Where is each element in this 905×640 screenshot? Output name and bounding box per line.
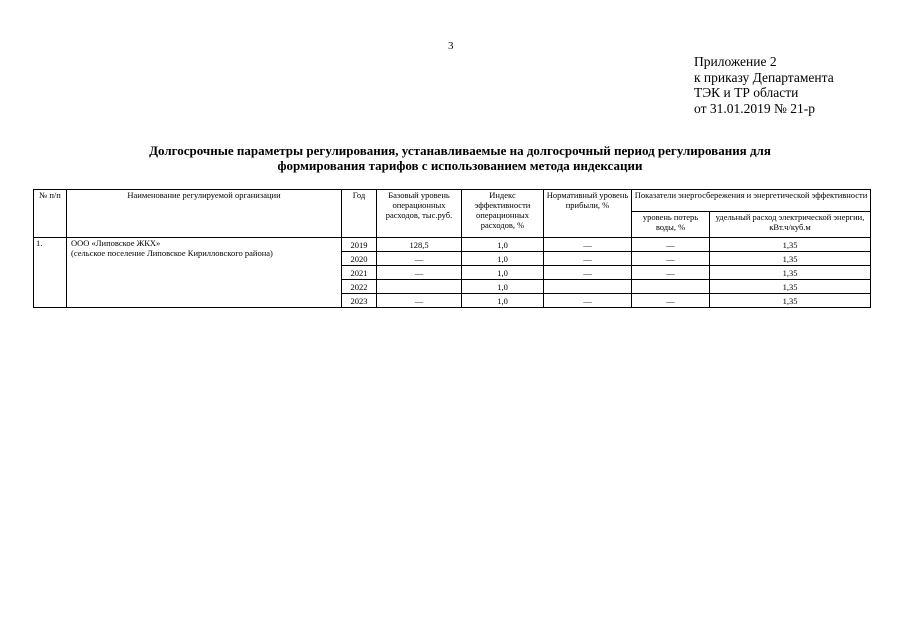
- base-level-cell: 128,5: [377, 238, 462, 252]
- efficiency-index-cell: 1,0: [462, 280, 544, 294]
- title-line: Долгосрочные параметры регулирования, устанавливаемые на долгосрочный период регулирования для: [149, 143, 771, 158]
- water-losses-cell: —: [632, 252, 710, 266]
- base-level-cell: [377, 280, 462, 294]
- page-number: 3: [448, 40, 454, 52]
- row-number: 1.: [34, 238, 67, 308]
- year-cell: 2023: [342, 294, 377, 308]
- efficiency-index-cell: 1,0: [462, 252, 544, 266]
- parameters-table: [33, 189, 871, 308]
- header-efficiency-index: Индекс эффективности операционных расходов, %: [462, 190, 544, 238]
- appendix-line: от 31.01.2019 № 21-р: [694, 100, 815, 116]
- efficiency-index-cell: 1,0: [462, 238, 544, 252]
- header-num: № п/п: [34, 190, 67, 238]
- appendix-line: Приложение 2: [694, 54, 777, 69]
- base-level-cell: —: [377, 266, 462, 280]
- header-year: Год: [342, 190, 377, 238]
- water-losses-cell: —: [632, 238, 710, 252]
- header-profit-level: Нормативный уровень прибыли, %: [544, 190, 632, 238]
- electricity-consumption-cell: 1,35: [710, 252, 871, 266]
- efficiency-index-cell: 1,0: [462, 294, 544, 308]
- electricity-consumption-cell: 1,35: [710, 266, 871, 280]
- table-row: [34, 238, 871, 252]
- header-electricity-consumption: удельный расход электрической энергии, кВт.ч/куб.м: [710, 212, 871, 238]
- profit-level-cell: —: [544, 294, 632, 308]
- electricity-consumption-cell: 1,35: [710, 280, 871, 294]
- appendix-block: [694, 54, 834, 116]
- year-cell: 2019: [342, 238, 377, 252]
- profit-level-cell: —: [544, 252, 632, 266]
- water-losses-cell: —: [632, 294, 710, 308]
- header-organization: Наименование регулируемой организации: [67, 190, 342, 238]
- organization-district: (сельское поселение Липовское Кирилловского района): [71, 248, 273, 258]
- base-level-cell: —: [377, 294, 462, 308]
- header-energy-group: Показатели энергосбережения и энергетической эффективности: [632, 190, 871, 212]
- document-title: [60, 143, 860, 173]
- appendix-line: к приказу Департамента: [694, 69, 834, 85]
- base-level-cell: —: [377, 252, 462, 266]
- organization-name: ООО «Липовское ЖКХ»: [71, 238, 161, 248]
- efficiency-index-cell: 1,0: [462, 266, 544, 280]
- year-cell: 2020: [342, 252, 377, 266]
- profit-level-cell: [544, 280, 632, 294]
- electricity-consumption-cell: 1,35: [710, 294, 871, 308]
- water-losses-cell: —: [632, 266, 710, 280]
- year-cell: 2021: [342, 266, 377, 280]
- profit-level-cell: —: [544, 238, 632, 252]
- header-base-level: Базовый уровень операционных расходов, тыс.руб.: [377, 190, 462, 238]
- profit-level-cell: —: [544, 266, 632, 280]
- header-water-losses: уровень потерь воды, %: [632, 212, 710, 238]
- appendix-line: ТЭК и ТР области: [694, 85, 799, 100]
- title-line: формирования тарифов с использованием метода индексации: [277, 158, 643, 173]
- year-cell: 2022: [342, 280, 377, 294]
- electricity-consumption-cell: 1,35: [710, 238, 871, 252]
- water-losses-cell: [632, 280, 710, 294]
- organization-cell: [67, 238, 342, 308]
